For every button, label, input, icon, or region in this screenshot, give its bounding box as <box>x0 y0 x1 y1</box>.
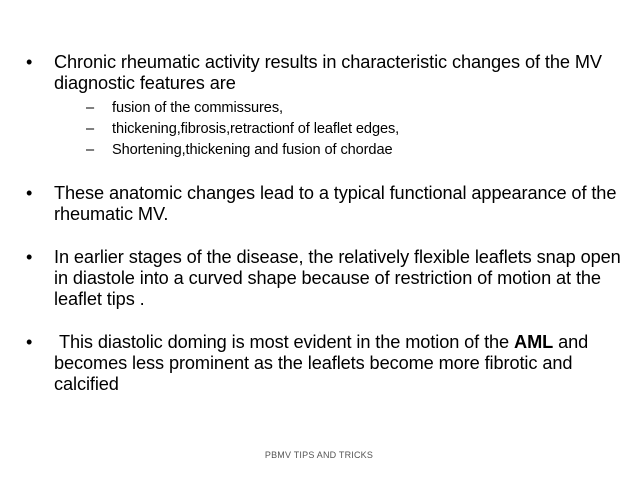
sub-bullet-text: thickening,fibrosis,retractionf of leaflet edges, <box>112 121 400 137</box>
dash-marker: – <box>86 121 95 137</box>
bullet-marker: • <box>26 52 33 72</box>
spacer <box>26 225 626 247</box>
bullet-item <box>26 332 626 395</box>
bullet-item <box>26 183 626 225</box>
sub-bullet-text: Shortening,thickening and fusion of chordae <box>112 142 393 158</box>
slide-body <box>26 52 626 395</box>
bullet-text-pre: This diastolic doming is most evident in the motion of the <box>54 332 515 352</box>
bullet-marker: • <box>26 247 33 267</box>
bullet-text-bold: AML <box>514 332 554 352</box>
bullet-marker: • <box>26 183 33 203</box>
bullet-marker: • <box>26 332 33 352</box>
bullet-text-post: and becomes less prominent as the leaflets become more fibrotic and calcified <box>54 332 589 394</box>
sub-bullet-item <box>54 140 626 161</box>
spacer <box>26 161 626 183</box>
slide-footer: PBMV TIPS AND TRICKS <box>264 450 374 460</box>
bullet-item <box>26 247 626 310</box>
sub-bullet-item <box>54 98 626 119</box>
sub-bullet-list <box>54 98 626 161</box>
bullet-text: In earlier stages of the disease, the relatively flexible leaflets snap open in diastole into a curved shape because of restriction of motion at the leaflet tips . <box>54 247 621 309</box>
sub-bullet-item <box>54 119 626 140</box>
bullet-text: Chronic rheumatic activity results in characteristic changes of the MV diagnostic features are <box>54 52 602 93</box>
bullet-text: These anatomic changes lead to a typical functional appearance of the rheumatic MV. <box>54 183 617 224</box>
bullet-item <box>26 52 626 161</box>
spacer <box>26 310 626 332</box>
sub-bullet-text: fusion of the commissures, <box>112 100 283 116</box>
dash-marker: – <box>86 142 95 158</box>
dash-marker: – <box>86 100 95 116</box>
